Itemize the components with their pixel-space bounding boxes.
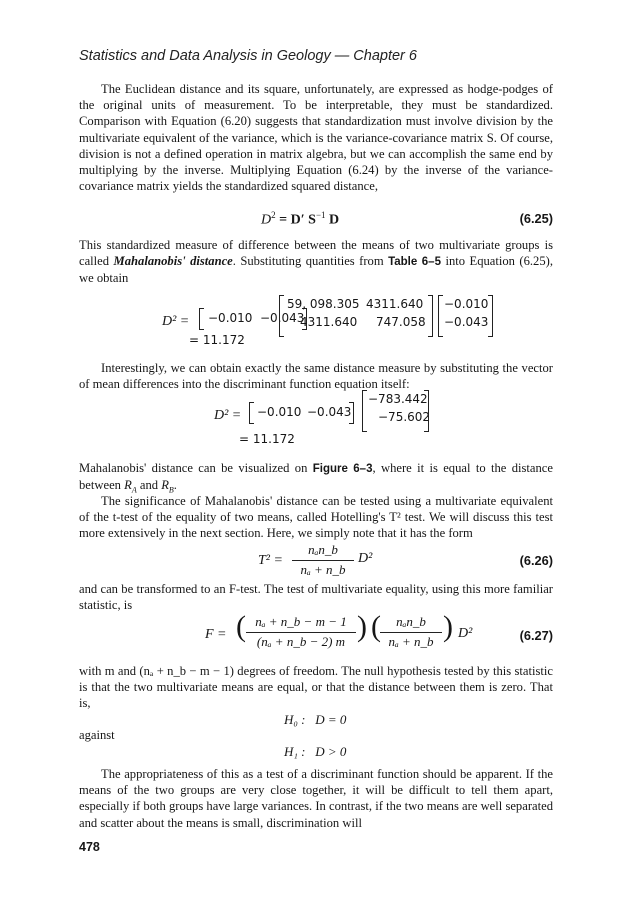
- page-number: 478: [79, 840, 100, 854]
- paragraph-7: with m and (nₐ + n_b − m − 1) degrees of freedom. The null hypothesis tested by this statistic is that the two multivariate means are equal, or that the distance between them is zero. That is,: [79, 664, 553, 711]
- paragraph-3: Interestingly, we can obtain exactly the same distance measure by substituting the vector of mean differences into the discriminant function equation itself:: [79, 361, 553, 392]
- paragraph-5: The significance of Mahalanobis' distance can be tested using a multivariate equivalent of the t-test of the equality of two means, called Hotelling's T² test. We will discuss this test more extensively in the next section. Here, we simply note that it has the form: [79, 494, 553, 541]
- equation-label-6-25: (6.25): [519, 211, 553, 226]
- against-label: against: [79, 728, 115, 742]
- null-hypothesis: H₀ : D = 0: [284, 712, 347, 727]
- alternative-hypothesis: H₁ : D > 0: [284, 744, 347, 759]
- paragraph-4: Mahalanobis' distance can be visualized on Figure 6–3, where it is equal to the distance between $R_A$ and $R_B$.: [79, 461, 553, 495]
- equation-label-6-27: (6.27): [519, 628, 553, 643]
- paragraph-1: The Euclidean distance and its square, unfortunately, are expressed as hodge-podges of the original units of measurement. To be interpretable, they must be standardized. Comparison with Equation (6.20) suggests that standardization must involve division by the multivariate equivalent of the variance, which is the variance-covariance matrix S. Of course, division is not a defined operation in matrix algebra, but we can accomplish the same end by multiplying by the inverse. Multiplying Equation (6.24) by the inverse of the variance-covariance matrix yields the standardized squared distance,: [79, 82, 553, 194]
- paragraph-8: The appropriateness of this as a test of a discriminant function should be apparent. If the means of the two groups are very close together, it will be difficult to tell them apart, especially if both groups have large variances. In contrast, if the two means are well separated and scatter about the means is small, discrimination will: [79, 767, 553, 830]
- equation-6-25: $D^2 = D'$ $S^{-1}$ D: [261, 210, 340, 228]
- paragraph-6: and can be transformed to an F-test. The test of multivariate equality, using this more familiar statistic, is: [79, 582, 553, 613]
- running-header: Statistics and Data Analysis in Geology — Chapter 6: [79, 48, 417, 64]
- equation-label-6-26: (6.26): [519, 553, 553, 568]
- paragraph-2: This standardized measure of difference between the means of two multivariate groups is called Mahalanobis' distance. Substituting quantities from Table 6–5 into Equation (6.25), we obtain: [79, 238, 553, 286]
